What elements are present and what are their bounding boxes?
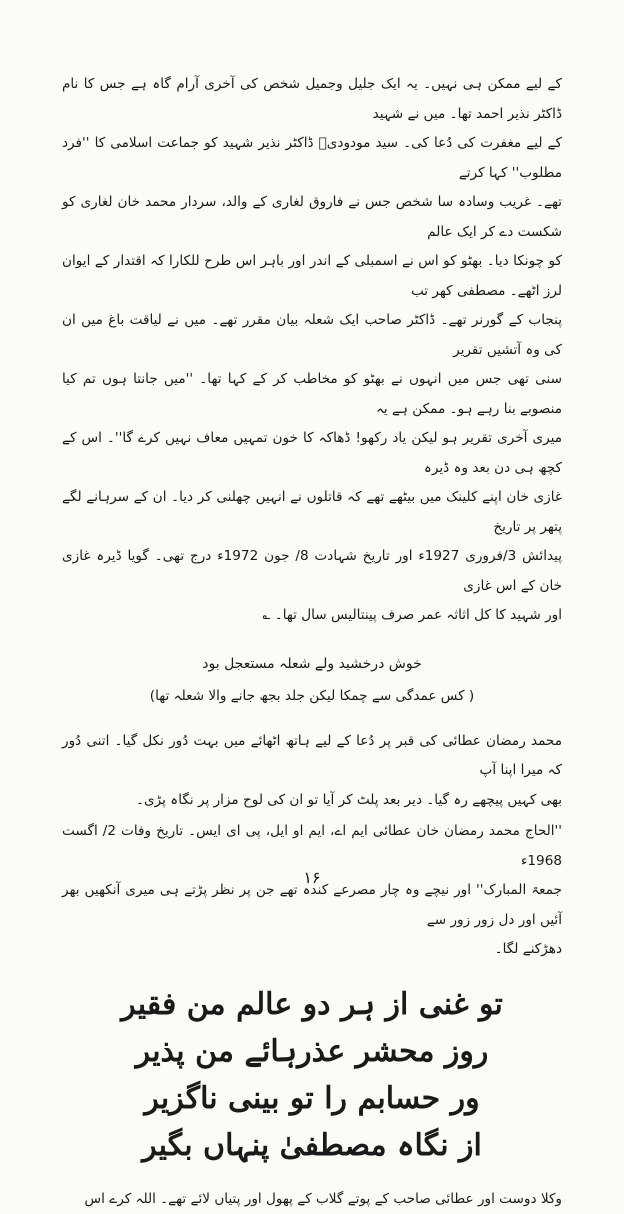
calligraphy-line: روز محشر عذرہائے من پذیر bbox=[62, 1028, 562, 1075]
paragraph-grave-prayer bbox=[62, 727, 562, 816]
text-line: تھے۔ غریب وسادہ سا شخص جس نے فاروق لغاری کے والد، سردار محمد خان لغاری کو شکست دے کر ایک عالم bbox=[62, 188, 562, 247]
text-line: اور شہید کا کل اثاثہ عمر صرف پینتالیس سال تھا۔ ؎ bbox=[62, 601, 562, 631]
paragraph-dr-nazir bbox=[62, 70, 562, 631]
calligraphy-verses bbox=[62, 981, 562, 1169]
text-line: بھی کہیں پیچھے رہ گیا۔ دیر بعد پلٹ کر آیا تو ان کی لوح مزار پر نگاہ پڑی۔ bbox=[62, 786, 562, 816]
verse-translation: ( کس عمدگی سے چمکا لیکن جلد بجھ جانے والا شعلہ تھا) bbox=[62, 683, 562, 709]
text-line: وکلا دوست اور عطائی صاحب کے پوتے گلاب کے پھول اور پتیاں لائے تھے۔ اللہ کرے اس bbox=[62, 1185, 562, 1214]
paragraph-epitaph bbox=[62, 817, 562, 965]
page-number: ۱۶ bbox=[0, 868, 624, 887]
text-line: پیدائش 3/فروری 1927ء اور تاریخ شہادت 8/ جون 1972ء درج تھی۔ گویا ڈیرہ غازی خان کے اس غازی bbox=[62, 542, 562, 601]
calligraphy-line: تو غنی از ہر دو عالم من فقیر bbox=[62, 981, 562, 1028]
text-line: کو چونکا دیا۔ بھٹو کو اس نے اسمبلی کے اندر اور باہر اس طرح للکارا کہ اقتدار کے ایوان لرز اٹھے۔ مصطفی کھر تب bbox=[62, 247, 562, 306]
paragraph-flowers bbox=[62, 1185, 562, 1214]
text-line: جمعۃ المبارک'' اور نیچے وہ چار مصرعے کندہ تھے جن پر نظر پڑتے ہی میری آنکھیں بھر آئیں اور دل زور زور سے bbox=[62, 876, 562, 935]
text-line: میری آخری تقریر ہو لیکن یاد رکھو! ڈھاکہ کا خون تمہیں معاف نہیں کرے گا''۔ اس کے کچھ ہی دن بعد وہ ڈیرہ bbox=[62, 424, 562, 483]
calligraphy-line: ور حسابم را تو بینی ناگزیر bbox=[62, 1075, 562, 1122]
persian-verse: خوش درخشید ولے شعلہ مستعجل بود bbox=[62, 651, 562, 677]
calligraphy-line: از نگاہ مصطفیٰ پنہاں بگیر bbox=[62, 1122, 562, 1169]
text-line: ''الحاج محمد رمضان خان عطائی ایم اے، ایم او ایل، پی ای ایس۔ تاریخ وفات 2/ اگست 1968ء bbox=[62, 817, 562, 876]
text-line: محمد رمضان عطائی کی قبر پر دُعا کے لیے ہاتھ اٹھائے میں بہت دُور نکل گیا۔ اتنی دُور کہ میرا اپنا آپ bbox=[62, 727, 562, 786]
text-line: سنی تھی جس میں انہوں نے بھٹو کو مخاطب کر کے کہا تھا۔ ''میں جانتا ہوں تم کیا منصوبے بنا رہے ہو۔ ممکن ہے یہ bbox=[62, 365, 562, 424]
text-line: کے لیے ممکن ہی نہیں۔ یہ ایک جلیل وجمیل شخص کی آخری آرام گاہ ہے جس کا نام ڈاکٹر نذیر احمد تھا۔ میں نے شہید bbox=[62, 70, 562, 129]
text-line: کے لیے مغفرت کی دُعا کی۔ سید مودودیؒ ڈاکٹر نذیر شہید کو جماعت اسلامی کا ''فرد مطلوب'' کہا کرتے bbox=[62, 129, 562, 188]
text-line: پنجاب کے گورنر تھے۔ ڈاکٹر صاحب ایک شعلہ بیان مقرر تھے۔ میں نے لیاقت باغ میں ان کی وہ آتشیں تقریر bbox=[62, 306, 562, 365]
text-line: غازی خان اپنے کلینک میں بیٹھے تھے کہ قاتلوں نے انہیں چھلنی کر دیا۔ ان کے سرہانے لگے پتھر پر تاریخ bbox=[62, 483, 562, 542]
text-line: دھڑکنے لگا۔ bbox=[62, 935, 562, 965]
